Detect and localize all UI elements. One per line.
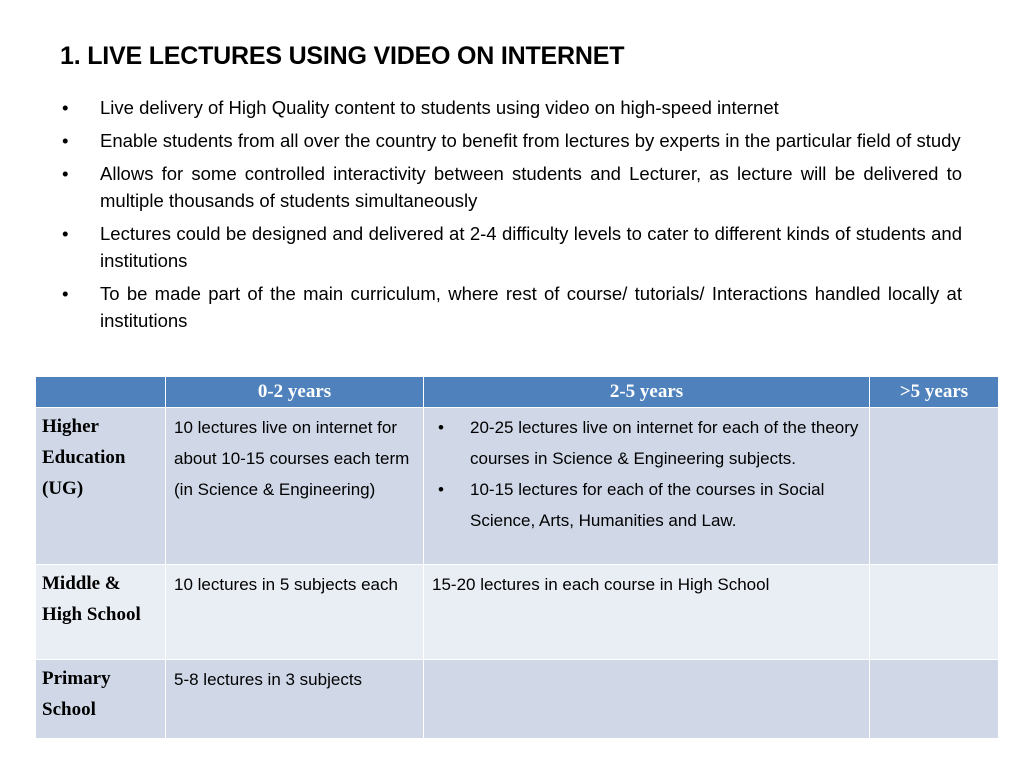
table-cell: [870, 565, 999, 660]
bullet-text: Enable students from all over the country to benefit from lectures by experts in the particular field of study: [100, 130, 961, 151]
slide-title: 1. LIVE LECTURES USING VIDEO ON INTERNET: [60, 42, 625, 70]
row-label-middle-high-school: Middle & High School: [36, 565, 166, 660]
list-item: [432, 474, 861, 536]
table-cell: 15-20 lectures in each course in High School: [424, 565, 870, 660]
row-label-primary-school: Primary School: [36, 660, 166, 739]
bullet-item: [62, 127, 962, 154]
header-cell-over-5-years: >5 years: [870, 377, 999, 408]
table-row: [36, 565, 999, 660]
bullet-text: Lectures could be designed and delivered at 2-4 difficulty levels to cater to different kinds of students and institutions: [100, 223, 962, 271]
bullet-list: [62, 94, 962, 340]
bullet-item: [62, 280, 962, 334]
list-item: [432, 412, 861, 474]
header-cell-blank: [36, 377, 166, 408]
bullet-dot-icon: •: [62, 97, 69, 118]
table-cell: [424, 660, 870, 739]
table-cell: 5-8 lectures in 3 subjects: [166, 660, 424, 739]
bullet-dot-icon: •: [62, 283, 69, 304]
table-cell: 10 lectures in 5 subjects each: [166, 565, 424, 660]
header-cell-2-5-years: 2-5 years: [424, 377, 870, 408]
bullet-dot-icon: •: [62, 130, 69, 151]
table-cell: [870, 660, 999, 739]
bullet-text: To be made part of the main curriculum, where rest of course/ tutorials/ Interactions handled locally at institutions: [100, 283, 962, 331]
table-cell: 10 lectures live on internet for about 10-15 courses each term (in Science & Engineering): [166, 408, 424, 565]
table-cell: [424, 408, 870, 565]
bullet-item: [62, 94, 962, 121]
table-row: [36, 660, 999, 739]
bullet-text: Live delivery of High Quality content to students using video on high-speed internet: [100, 97, 779, 118]
row-label-higher-education: Higher Education (UG): [36, 408, 166, 565]
bullet-dot-icon: •: [62, 223, 69, 244]
lecture-plan-table: [35, 376, 999, 739]
bullet-dot-icon: •: [62, 163, 69, 184]
table-cell: [870, 408, 999, 565]
bullet-dot-icon: •: [438, 480, 444, 499]
bullet-dot-icon: •: [438, 418, 444, 437]
bullet-item: [62, 220, 962, 274]
table-header-row: [36, 377, 999, 408]
cell-bullet-list: [432, 412, 861, 536]
header-cell-0-2-years: 0-2 years: [166, 377, 424, 408]
list-item-text: 10-15 lectures for each of the courses in Social Science, Arts, Humanities and Law.: [470, 480, 825, 530]
bullet-text: Allows for some controlled interactivity between students and Lecturer, as lecture will be delivered to multiple thousands of students simultaneously: [100, 163, 962, 211]
list-item-text: 20-25 lectures live on internet for each of the theory courses in Science & Engineering subjects.: [470, 418, 859, 468]
bullet-item: [62, 160, 962, 214]
table-row: [36, 408, 999, 565]
